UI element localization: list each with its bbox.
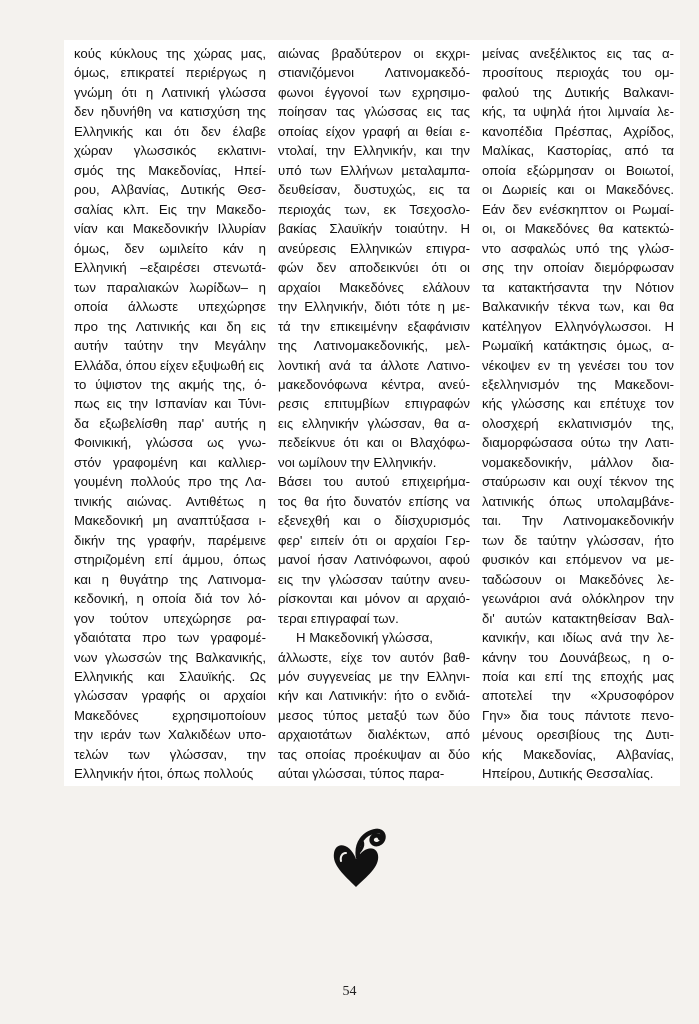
text-line: οποία εξώρμησαν οι Βοιωτοί, [482,162,674,178]
text-line: δι' αυτών κατακτηθείσαν Βαλ- [482,610,674,626]
text-line: μεσος τύπος μεταξύ των δύο [278,707,470,723]
text-line: το ύψιστον της ακμής της, ό- [74,376,266,392]
text-line: κανοπέδια Πρέσπας, Αχρίδος, [482,123,674,139]
text-line: τά την επικειμένην εξαφάνισιν [278,318,470,334]
text-line: εις την γλώσσαν ταύτην ανευ- [278,571,470,587]
text-line: διαμορφώσασα ούτω την Λατι- [482,435,674,451]
text-line: οι, οι Μακεδόνες θα κατεκτώ- [482,221,674,237]
text-line: φυσικόν και επόμενον να με- [482,552,674,568]
text-line: χώραν γλωσσικός εκλατινι- [74,143,266,159]
text-line: των παραλιακών λωρίδων– η [74,279,266,295]
text-line: την Ελληνικήν, διότι τότε η με- [278,299,470,315]
text-line: εις ελληνικήν γλώσσαν, θα α- [278,415,470,431]
text-line: Ρωμαϊκή κατάκτησις όμως, α- [482,338,674,354]
text-line: τεραι επιγραφαί των. [278,610,399,626]
text-line: οι Δωριείς και οι Μακεδόνες. [482,182,674,198]
text-line: προσίτους περιοχάς του ομ- [482,65,674,81]
column-1 [74,44,266,784]
text-line: Μαλίκας, Καστορίας, από τα [482,143,674,159]
text-line: γουμένη πολλούς προ της Λα- [74,474,266,490]
text-line: Ελλάδα, όπου είχεν εξυψωθή εις [74,357,265,373]
text-line: νοι ωμίλουν την Ελληνικήν. [278,454,437,470]
text-line: στηριζομένη επί άμμου, όπως [74,552,266,568]
text-line: αύται γλώσσαι, τύπος παρα- [278,766,445,782]
text-line: κής Μακεδονίας, Αλβανίας, [482,746,674,762]
text-line: κατέληγον Ελληνόγλωσσοι. Η [482,318,674,334]
text-line: Φοινικική, γλώσσα ως γνω- [74,435,266,451]
text-line: σμός της Μακεδονίας, Ηπεί- [74,162,266,178]
text-line: αρχαίοι Μακεδόνες ελάλουν [278,279,470,295]
text-line: βακίας Σλαυϊκήν τοιαύτην. Η [278,221,470,237]
text-line: γλώσσαν γραφής οι αρχαίοι [74,688,266,704]
text-line: όμως, επικρατεί περιέργως η [74,65,266,81]
text-line: μακεδονόφωνα κέντρα, ανεύ- [278,376,470,392]
page-number: 54 [342,984,357,999]
text-line: τελών των γλώσσαν, την [74,746,266,762]
text-columns [74,44,674,784]
text-line: ταδώσουν οι Μακεδόνες λε- [482,571,674,587]
text-line: στιανιζόμενοι Λατινομακεδό- [278,65,470,81]
text-line: Ελληνικήν ήτοι, όπως πολλούς [74,766,254,782]
text-line: Μακεδονική μη αναπτύξασα ι- [74,513,266,529]
text-line: μανοί ήσαν Λατινόφωνοι, αφού [278,552,470,568]
text-line: δα εξωβελίσθη παρ' αυτής η [74,415,266,431]
text-line: εξελληνισμόν της Μακεδονι- [482,376,674,392]
text-line: σαλίας κλπ. Εις την Μακεδο- [74,201,266,217]
text-line: δευθείσαν, δυστυχώς, εις τα [278,182,470,198]
text-line: νίαν και Μακεδονικήν Ιλλυρίαν [74,221,266,237]
text-line: Ελληνική –εξαιρέσει στενωτά- [74,260,266,276]
text-line: Βαλκανικήν τέκνα των, και θα [482,299,674,315]
text-line: την ιεράν των Χαλκιδέων υπο- [74,727,266,743]
text-line: δικήν της γραφήν, παρέμεινε [74,532,266,548]
text-line: άλλωστε, είχε τον αυτόν βαθ- [278,649,470,665]
text-line: λοντική ανά τα άλλοτε Λατινο- [278,357,470,373]
text-line: φερ' ειπείν ότι οι αρχαίοι Γερ- [278,532,470,548]
text-line: οποία άλλωστε υπεχώρησε [74,299,266,315]
text-line: πεδείκνυε ότι και οι Βλαχόφω- [278,435,470,451]
text-line: Ελληνικής και ότι δεν έλαβε [74,123,266,139]
text-line: ποίησαν τας γλώσσας εις τας [278,104,470,120]
text-line: αποτελεί την «Χρυσοφόρον [482,688,674,704]
text-line: κάνην του Δουνάβεως, η ο- [482,649,674,665]
text-line: πως εις την Ισπανίαν και Τύνι- [74,396,266,412]
text-line: σης την οποίαν διεμόρφωσαν [482,260,674,276]
text-line: γδαιότατα προ των γραφομέ- [74,630,266,646]
text-line: αιώνας βραδύτερον οι εκχρι- [278,46,470,61]
text-line: κής, τα υψηλά ήτοι λιμναία λε- [482,104,674,120]
text-line: φωνοι έγγονοί των εχρησιμο- [278,84,470,100]
text-line: κήν και Λατινικήν: ήτο ο ενδιά- [278,688,470,704]
text-line: μόν συγγενείας με την Ελληνι- [278,669,470,684]
text-line: κής γλώσσης και επέτυχε τον [482,396,674,412]
text-line: προ της Λατινικής και δη εις [74,318,266,334]
text-line: ανεύρεσις Ελληνικών επιγρα- [278,240,470,256]
text-line: Μακεδόνες εχρησιμοποίουν [74,707,266,723]
text-line: Ελληνικής και Σλαυϊκής. Ως [74,669,266,684]
text-line: Γην» δια τους πάντοτε πενο- [482,707,674,723]
text-line: αρχαιοτάτων διαλέκτων, από [278,727,470,743]
text-line: γνώμη ότι η Λατινική γλώσσα [74,84,266,100]
text-line: Εάν δεν ενέσκηπτον οι Ρωμαί- [482,201,674,217]
heart-leaf-ornament-icon [328,823,386,893]
text-line: τος θα ήτο δυνατόν επίσης να [278,493,470,509]
text-line: ολοσχερή εκλατινισμόν της, [482,415,674,431]
text-line: της Λατινομακεδονικής, μελ- [278,338,470,354]
text-line: περιοχάς των, εκ Τσεχοσλο- [278,201,470,217]
text-line: νέκοψεν εν τη γενέσει του τον [482,357,674,373]
text-line: μένους ορεσιβίους της Δυτι- [482,727,674,743]
text-line: Βάσει του αυτού επιχειρήμα- [278,474,470,490]
text-line: γεωνάριοι ανά ολόκληρον την [482,591,674,607]
text-line: τας οποίας προέκυψαν αι δύο [278,746,470,762]
text-line: οποίας είχον γραφή αι θείαι ε- [278,123,470,139]
text-line: φαλού της Δυτικής Βαλκανι- [482,84,674,100]
text-line: ποία και επί της εποχής μας [482,669,674,684]
text-line: ρίσκονται και μόνον αι αρχαιό- [278,591,470,607]
text-line: κανικήν, και ιδίως ανά την λε- [482,630,674,646]
text-line: αυτήν ταύτην την Μεγάλην [74,338,266,354]
text-line: Η Μακεδονική γλώσσα, [296,630,433,646]
text-line: τα κατακτήσαντα την Νότιον [482,279,674,295]
text-line: στόν γραφομένη και καλλιερ- [74,454,266,470]
text-line: γον τούτον υπεχώρησε ρα- [74,610,266,626]
text-line: ντο ασφαλώς υπό της γλώσ- [482,240,674,256]
text-line: λατινικής όπως υπολαμβάνε- [482,493,674,509]
text-line: δεν ηδυνήθη να κατισχύση της [74,104,266,120]
text-line: ντολαί, την Ελληνικήν, και την [278,143,470,159]
column-2 [278,44,470,784]
text-line: ρεσις επιτυμβίων επιγραφών [278,396,470,412]
text-line: υπό των Ελλήνων μεταλαμπα- [278,162,470,178]
text-line: ται. Την Λατινομακεδονικήν [482,513,674,529]
text-line: νομακεδονικήν, μάλλον δια- [482,454,674,470]
text-line: μείνας ανεξέλικτος εις τας α- [482,46,674,61]
text-line: νων γλωσσών της Βαλκανικής, [74,649,266,665]
text-line: Ηπείρου, Δυτικής Θεσσαλίας. [482,766,654,782]
text-line: των δε ταύτην γλώσσαν, ήτο [482,532,674,548]
text-line: και η θυγάτηρ της Λατινομα- [74,571,266,587]
text-line: σταύρωσιν και ουχί τέκνον της [482,474,674,490]
text-line: τινικής αιώνας. Αντιθέτως η [74,493,266,509]
text-line: φών δεν αποδεικνύει ότι οι [278,260,470,276]
text-line: εξενεχθή και ο δίισχυρισμός [278,513,470,529]
text-line: ρου, Αλβανίας, Δυτικής Θεσ- [74,182,266,198]
text-line: κεδονική, η οποία διά τον λό- [74,591,266,607]
text-line: όμως, δεν ωμιλείτο κάν η [74,240,266,256]
column-3 [482,44,674,784]
text-line: κούς κύκλους της χώρας μας, [74,46,266,61]
